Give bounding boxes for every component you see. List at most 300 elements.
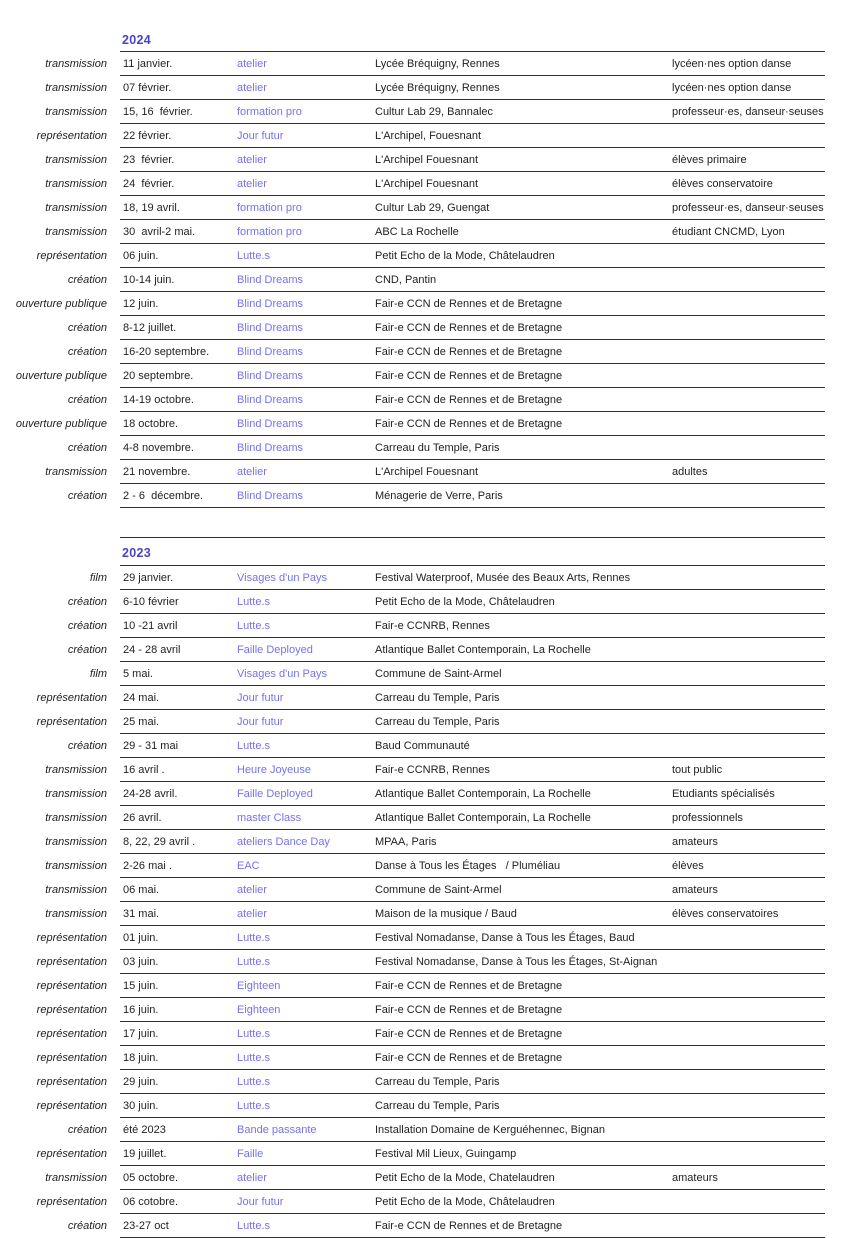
event-date: 19 juillet. bbox=[123, 1147, 167, 1160]
event-date: 24 - 28 avril bbox=[123, 643, 181, 656]
event-row bbox=[0, 268, 842, 292]
event-row bbox=[0, 614, 842, 638]
event-row bbox=[0, 1142, 842, 1166]
event-type: création bbox=[67, 442, 107, 454]
event-location: Carreau du Temple, Paris bbox=[375, 691, 500, 704]
event-location: Atlantique Ballet Contemporain, La Rochelle bbox=[375, 811, 591, 824]
event-date: 25 mai. bbox=[123, 715, 160, 728]
event-type: représentation bbox=[36, 250, 107, 262]
event-location: Fair-e CCNRB, Rennes bbox=[375, 763, 490, 776]
event-type: transmission bbox=[45, 812, 107, 824]
event-row bbox=[0, 806, 842, 830]
event-date: 16-20 septembre. bbox=[123, 345, 210, 358]
event-type: transmission bbox=[45, 466, 107, 478]
event-type: transmission bbox=[45, 58, 107, 70]
event-type: représentation bbox=[36, 1004, 107, 1016]
event-date: 8-12 juillet. bbox=[123, 321, 177, 334]
event-date: 15, 16 février. bbox=[123, 105, 193, 118]
event-row bbox=[0, 1166, 842, 1190]
event-date: 24 février. bbox=[123, 177, 175, 190]
event-location: Installation Domaine de Kerguéhennec, Bignan bbox=[375, 1123, 605, 1136]
event-row bbox=[0, 998, 842, 1022]
year-heading-row bbox=[120, 31, 825, 52]
year-section-2024 bbox=[0, 31, 842, 508]
event-row bbox=[0, 124, 842, 148]
event-type: transmission bbox=[45, 154, 107, 166]
event-link[interactable]: master Class bbox=[237, 811, 302, 824]
event-date: 18 octobre. bbox=[123, 417, 179, 430]
event-row-fields bbox=[120, 1142, 825, 1166]
event-link[interactable]: Lutte.s bbox=[237, 1027, 271, 1040]
event-row bbox=[0, 100, 842, 124]
event-type: ouverture publique bbox=[15, 298, 107, 310]
event-row bbox=[0, 1046, 842, 1070]
event-link[interactable]: atelier bbox=[237, 465, 267, 478]
event-date: été 2023 bbox=[123, 1123, 166, 1136]
event-row bbox=[0, 76, 842, 100]
event-link[interactable]: Blind Dreams bbox=[237, 369, 304, 382]
event-type: ouverture publique bbox=[15, 418, 107, 430]
event-row-fields bbox=[120, 830, 825, 854]
event-link[interactable]: Lutte.s bbox=[237, 595, 271, 608]
event-link[interactable]: Blind Dreams bbox=[237, 441, 304, 454]
event-type: représentation bbox=[36, 1028, 107, 1040]
event-type: création bbox=[67, 596, 107, 608]
event-link[interactable]: Bande passante bbox=[237, 1123, 317, 1136]
event-date: 30 juin. bbox=[123, 1099, 159, 1112]
event-row-fields bbox=[120, 1022, 825, 1046]
event-link[interactable]: ateliers Dance Day bbox=[237, 835, 330, 848]
event-type: représentation bbox=[36, 1076, 107, 1088]
event-link[interactable]: Jour futur bbox=[237, 1195, 284, 1208]
event-audience: professeur·es, danseur·seuses bbox=[672, 201, 824, 214]
year-heading: 2024 bbox=[122, 33, 152, 47]
event-type: transmission bbox=[45, 106, 107, 118]
event-type: création bbox=[67, 322, 107, 334]
event-row bbox=[0, 1214, 842, 1238]
event-audience: étudiant CNCMD, Lyon bbox=[672, 225, 785, 238]
event-type: représentation bbox=[36, 1196, 107, 1208]
event-type: représentation bbox=[36, 692, 107, 704]
event-type: création bbox=[67, 394, 107, 406]
event-row-fields bbox=[120, 1118, 825, 1142]
event-date: 2 - 6 décembre. bbox=[123, 489, 204, 502]
event-row-fields bbox=[120, 686, 825, 710]
event-link[interactable]: atelier bbox=[237, 907, 267, 920]
event-date: 31 mai. bbox=[123, 907, 160, 920]
event-link[interactable]: Blind Dreams bbox=[237, 273, 304, 286]
event-link[interactable]: atelier bbox=[237, 81, 267, 94]
event-link[interactable]: Jour futur bbox=[237, 691, 284, 704]
event-location: Cultur Lab 29, Guengat bbox=[375, 201, 490, 214]
event-row-fields bbox=[120, 614, 825, 638]
event-location: Atlantique Ballet Contemporain, La Rochelle bbox=[375, 787, 591, 800]
event-row-fields bbox=[120, 1094, 825, 1118]
event-link[interactable]: Lutte.s bbox=[237, 1051, 271, 1064]
event-row-fields bbox=[120, 1214, 825, 1238]
event-type: représentation bbox=[36, 1100, 107, 1112]
event-location: Commune de Saint-Armel bbox=[375, 667, 502, 680]
event-row bbox=[0, 902, 842, 926]
event-link[interactable]: Visages d'un Pays bbox=[237, 667, 327, 680]
event-type: création bbox=[67, 1124, 107, 1136]
event-row bbox=[0, 926, 842, 950]
event-location: Danse à Tous les Étages / Pluméliau bbox=[375, 859, 561, 872]
event-link[interactable]: Blind Dreams bbox=[237, 321, 304, 334]
event-row bbox=[0, 460, 842, 484]
event-row-fields bbox=[120, 566, 825, 590]
event-date: 06 mai. bbox=[123, 883, 160, 896]
event-link[interactable]: atelier bbox=[237, 153, 267, 166]
event-link[interactable]: Blind Dreams bbox=[237, 489, 304, 502]
event-date: 16 juin. bbox=[123, 1003, 159, 1016]
event-type: représentation bbox=[36, 980, 107, 992]
event-date: 07 février. bbox=[123, 81, 172, 94]
event-date: 01 juin. bbox=[123, 931, 159, 944]
event-row-fields bbox=[120, 124, 825, 148]
event-row bbox=[0, 878, 842, 902]
event-link[interactable]: formation pro bbox=[237, 201, 302, 214]
event-link[interactable]: Faille Deployed bbox=[237, 643, 313, 656]
event-row-fields bbox=[120, 950, 825, 974]
event-date: 16 avril . bbox=[123, 763, 165, 776]
event-row-fields bbox=[120, 734, 825, 758]
event-link[interactable]: Eighteen bbox=[237, 979, 281, 992]
event-type: représentation bbox=[36, 716, 107, 728]
event-location: Maison de la musique / Baud bbox=[375, 907, 517, 920]
event-row bbox=[0, 638, 842, 662]
event-location: Fair-e CCNRB, Rennes bbox=[375, 619, 490, 632]
event-location: Fair-e CCN de Rennes et de Bretagne bbox=[375, 1027, 563, 1040]
event-location: Festival Nomadanse, Danse à Tous les Étages, Baud bbox=[375, 931, 635, 944]
event-link[interactable]: atelier bbox=[237, 883, 267, 896]
event-date: 22 février. bbox=[123, 129, 172, 142]
event-type: transmission bbox=[45, 884, 107, 896]
event-row-fields bbox=[120, 974, 825, 998]
event-row-fields bbox=[120, 100, 825, 124]
event-type: représentation bbox=[36, 130, 107, 142]
event-type: représentation bbox=[36, 1052, 107, 1064]
event-date: 24 mai. bbox=[123, 691, 160, 704]
event-link[interactable]: Blind Dreams bbox=[237, 393, 304, 406]
event-row bbox=[0, 710, 842, 734]
event-location: Fair-e CCN de Rennes et de Bretagne bbox=[375, 369, 563, 382]
event-link[interactable]: formation pro bbox=[237, 105, 302, 118]
event-link[interactable]: Faille Deployed bbox=[237, 787, 313, 800]
event-row bbox=[0, 484, 842, 508]
event-link[interactable]: Heure Joyeuse bbox=[237, 763, 311, 776]
event-row bbox=[0, 52, 842, 76]
event-location: Petit Echo de la Mode, Châtelaudren bbox=[375, 249, 555, 262]
event-date: 10 -21 avril bbox=[123, 619, 178, 632]
event-date: 17 juin. bbox=[123, 1027, 159, 1040]
event-type: film bbox=[89, 668, 107, 680]
event-date: 30 avril-2 mai. bbox=[123, 225, 196, 238]
event-row bbox=[0, 172, 842, 196]
event-location: Baud Communauté bbox=[375, 739, 470, 752]
event-link[interactable]: Lutte.s bbox=[237, 955, 271, 968]
event-location: Ménagerie de Verre, Paris bbox=[375, 489, 503, 502]
event-audience: professeur·es, danseur·seuses bbox=[672, 105, 824, 118]
event-row-fields bbox=[120, 388, 825, 412]
event-row-fields bbox=[120, 662, 825, 686]
event-row-fields bbox=[120, 878, 825, 902]
event-location: Fair-e CCN de Rennes et de Bretagne bbox=[375, 979, 563, 992]
agenda-sections bbox=[0, 31, 842, 1238]
event-audience: adultes bbox=[672, 465, 708, 478]
event-date: 23 février. bbox=[123, 153, 175, 166]
event-location: Petit Echo de la Mode, Chatelaudren bbox=[375, 1171, 555, 1184]
event-date: 29 - 31 mai bbox=[123, 739, 179, 752]
event-type: création bbox=[67, 1220, 107, 1232]
event-type: transmission bbox=[45, 908, 107, 920]
event-audience: amateurs bbox=[672, 835, 718, 848]
event-location: Lycée Bréquigny, Rennes bbox=[375, 81, 500, 94]
event-row bbox=[0, 436, 842, 460]
event-location: Lycée Bréquigny, Rennes bbox=[375, 57, 500, 70]
event-row-fields bbox=[120, 340, 825, 364]
event-location: L'Archipel Fouesnant bbox=[375, 177, 478, 190]
event-row bbox=[0, 412, 842, 436]
event-row-fields bbox=[120, 1166, 825, 1190]
event-type: représentation bbox=[36, 956, 107, 968]
event-row-fields bbox=[120, 460, 825, 484]
event-link[interactable]: formation pro bbox=[237, 225, 302, 238]
event-location: Carreau du Temple, Paris bbox=[375, 715, 500, 728]
event-location: Petit Echo de la Mode, Châtelaudren bbox=[375, 1195, 555, 1208]
event-row-fields bbox=[120, 998, 825, 1022]
event-row bbox=[0, 950, 842, 974]
event-audience: professionnels bbox=[672, 811, 743, 824]
year-section-2023 bbox=[0, 537, 842, 1238]
event-date: 18, 19 avril. bbox=[123, 201, 180, 214]
event-row bbox=[0, 1094, 842, 1118]
event-row-fields bbox=[120, 196, 825, 220]
event-row bbox=[0, 388, 842, 412]
event-link[interactable]: atelier bbox=[237, 177, 267, 190]
event-date: 29 juin. bbox=[123, 1075, 159, 1088]
event-location: MPAA, Paris bbox=[375, 835, 437, 848]
event-link[interactable]: Blind Dreams bbox=[237, 417, 304, 430]
event-row bbox=[0, 316, 842, 340]
event-row bbox=[0, 590, 842, 614]
event-location: L'Archipel, Fouesnant bbox=[375, 129, 482, 142]
event-type: transmission bbox=[45, 202, 107, 214]
event-link[interactable]: atelier bbox=[237, 1171, 267, 1184]
event-location: Fair-e CCN de Rennes et de Bretagne bbox=[375, 321, 563, 334]
event-location: L'Archipel Fouesnant bbox=[375, 465, 478, 478]
event-row-fields bbox=[120, 1190, 825, 1214]
event-location: Petit Echo de la Mode, Châtelaudren bbox=[375, 595, 555, 608]
event-date: 6-10 février bbox=[123, 595, 179, 608]
event-row-fields bbox=[120, 364, 825, 388]
event-row-fields bbox=[120, 758, 825, 782]
event-type: création bbox=[67, 740, 107, 752]
event-link[interactable]: Lutte.s bbox=[237, 1099, 271, 1112]
event-link[interactable]: Jour futur bbox=[237, 715, 284, 728]
event-type: création bbox=[67, 490, 107, 502]
event-row-fields bbox=[120, 902, 825, 926]
event-link[interactable]: Lutte.s bbox=[237, 1075, 271, 1088]
event-link[interactable]: Eighteen bbox=[237, 1003, 281, 1016]
event-location: Festival Nomadanse, Danse à Tous les Étages, St-Aignan bbox=[375, 955, 658, 968]
event-row bbox=[0, 758, 842, 782]
event-date: 14-19 octobre. bbox=[123, 393, 194, 406]
event-row bbox=[0, 566, 842, 590]
event-location: Festival Waterproof, Musée des Beaux Arts, Rennes bbox=[375, 571, 631, 584]
event-audience: élèves bbox=[672, 859, 704, 872]
event-row-fields bbox=[120, 854, 825, 878]
event-location: Fair-e CCN de Rennes et de Bretagne bbox=[375, 1219, 563, 1232]
event-row bbox=[0, 686, 842, 710]
event-type: transmission bbox=[45, 836, 107, 848]
event-location: Carreau du Temple, Paris bbox=[375, 1075, 500, 1088]
event-type: transmission bbox=[45, 178, 107, 190]
event-type: transmission bbox=[45, 82, 107, 94]
event-location: Atlantique Ballet Contemporain, La Rochelle bbox=[375, 643, 591, 656]
event-audience: amateurs bbox=[672, 1171, 718, 1184]
event-date: 24-28 avril. bbox=[123, 787, 178, 800]
event-location: Fair-e CCN de Rennes et de Bretagne bbox=[375, 393, 563, 406]
event-type: transmission bbox=[45, 226, 107, 238]
event-date: 06 cotobre. bbox=[123, 1195, 179, 1208]
event-type: création bbox=[67, 346, 107, 358]
event-row bbox=[0, 196, 842, 220]
event-audience: tout public bbox=[672, 763, 723, 776]
event-type: création bbox=[67, 620, 107, 632]
event-link[interactable]: Visages d'un Pays bbox=[237, 571, 327, 584]
event-row-fields bbox=[120, 148, 825, 172]
year-heading-row bbox=[120, 537, 825, 566]
event-date: 8, 22, 29 avril . bbox=[123, 835, 196, 848]
event-location: Festival Mil Lieux, Guingamp bbox=[375, 1147, 517, 1160]
event-row bbox=[0, 364, 842, 388]
event-date: 26 avril. bbox=[123, 811, 162, 824]
event-location: Commune de Saint-Armel bbox=[375, 883, 502, 896]
event-date: 11 janvier. bbox=[123, 57, 173, 70]
event-date: 15 juin. bbox=[123, 979, 159, 992]
event-type: transmission bbox=[45, 764, 107, 776]
event-row bbox=[0, 1022, 842, 1046]
event-row-fields bbox=[120, 268, 825, 292]
event-date: 06 juin. bbox=[123, 249, 159, 262]
event-location: Carreau du Temple, Paris bbox=[375, 1099, 500, 1112]
event-row-fields bbox=[120, 1046, 825, 1070]
event-row-fields bbox=[120, 806, 825, 830]
event-location: Fair-e CCN de Rennes et de Bretagne bbox=[375, 1051, 563, 1064]
event-row bbox=[0, 662, 842, 686]
event-location: Cultur Lab 29, Bannalec bbox=[375, 105, 494, 118]
event-location: Fair-e CCN de Rennes et de Bretagne bbox=[375, 1003, 563, 1016]
event-audience: lycéen·nes option danse bbox=[672, 81, 792, 94]
event-date: 5 mai. bbox=[123, 667, 153, 680]
year-heading: 2023 bbox=[122, 546, 152, 560]
event-audience: lycéen·nes option danse bbox=[672, 57, 792, 70]
section-gap bbox=[0, 508, 842, 537]
event-link[interactable]: Jour futur bbox=[237, 129, 284, 142]
event-link[interactable]: Blind Dreams bbox=[237, 297, 304, 310]
event-location: CND, Pantin bbox=[375, 273, 437, 286]
event-row bbox=[0, 830, 842, 854]
event-date: 2-26 mai . bbox=[123, 859, 172, 872]
event-row-fields bbox=[120, 590, 825, 614]
event-type: création bbox=[67, 644, 107, 656]
event-date: 18 juin. bbox=[123, 1051, 159, 1064]
event-row bbox=[0, 782, 842, 806]
event-location: Fair-e CCN de Rennes et de Bretagne bbox=[375, 345, 563, 358]
event-link[interactable]: Lutte.s bbox=[237, 619, 271, 632]
event-row-fields bbox=[120, 76, 825, 100]
event-row-fields bbox=[120, 244, 825, 268]
event-audience: Etudiants spécialisés bbox=[672, 787, 775, 800]
event-row bbox=[0, 340, 842, 364]
event-row bbox=[0, 220, 842, 244]
event-link[interactable]: Lutte.s bbox=[237, 739, 271, 752]
event-link[interactable]: atelier bbox=[237, 57, 267, 70]
event-audience: amateurs bbox=[672, 883, 718, 896]
event-row-fields bbox=[120, 436, 825, 460]
event-date: 21 novembre. bbox=[123, 465, 191, 478]
event-row-fields bbox=[120, 638, 825, 662]
event-date: 05 octobre. bbox=[123, 1171, 179, 1184]
event-date: 23-27 oct bbox=[123, 1219, 169, 1232]
event-row bbox=[0, 734, 842, 758]
event-date: 03 juin. bbox=[123, 955, 159, 968]
event-row bbox=[0, 244, 842, 268]
event-type: transmission bbox=[45, 1172, 107, 1184]
event-row bbox=[0, 1118, 842, 1142]
event-type: ouverture publique bbox=[15, 370, 107, 382]
event-link[interactable]: Lutte.s bbox=[237, 249, 271, 262]
event-location: Carreau du Temple, Paris bbox=[375, 441, 500, 454]
event-type: transmission bbox=[45, 860, 107, 872]
event-row-fields bbox=[120, 782, 825, 806]
event-row-fields bbox=[120, 52, 825, 76]
event-location: Fair-e CCN de Rennes et de Bretagne bbox=[375, 417, 563, 430]
event-row-fields bbox=[120, 316, 825, 340]
event-row-fields bbox=[120, 1070, 825, 1094]
event-link[interactable]: Faille bbox=[237, 1147, 264, 1160]
event-link[interactable]: EAC bbox=[237, 859, 260, 872]
event-row-fields bbox=[120, 172, 825, 196]
event-type: transmission bbox=[45, 788, 107, 800]
event-row-fields bbox=[120, 220, 825, 244]
event-link[interactable]: Blind Dreams bbox=[237, 345, 304, 358]
event-location: L'Archipel Fouesnant bbox=[375, 153, 478, 166]
event-row bbox=[0, 148, 842, 172]
event-location: Fair-e CCN de Rennes et de Bretagne bbox=[375, 297, 563, 310]
event-row-fields bbox=[120, 484, 825, 508]
event-type: représentation bbox=[36, 1148, 107, 1160]
event-link[interactable]: Lutte.s bbox=[237, 931, 271, 944]
event-row bbox=[0, 854, 842, 878]
event-row-fields bbox=[120, 926, 825, 950]
event-date: 12 juin. bbox=[123, 297, 159, 310]
event-row bbox=[0, 1190, 842, 1214]
event-row-fields bbox=[120, 412, 825, 436]
event-date: 4-8 novembre. bbox=[123, 441, 194, 454]
event-type: création bbox=[67, 274, 107, 286]
event-row bbox=[0, 292, 842, 316]
event-audience: élèves primaire bbox=[672, 153, 747, 166]
event-audience: élèves conservatoire bbox=[672, 177, 773, 190]
event-date: 29 janvier. bbox=[123, 571, 174, 584]
event-date: 20 septembre. bbox=[123, 369, 194, 382]
event-type: représentation bbox=[36, 932, 107, 944]
event-date: 10-14 juin. bbox=[123, 273, 175, 286]
event-link[interactable]: Lutte.s bbox=[237, 1219, 271, 1232]
event-audience: élèves conservatoires bbox=[672, 907, 779, 920]
